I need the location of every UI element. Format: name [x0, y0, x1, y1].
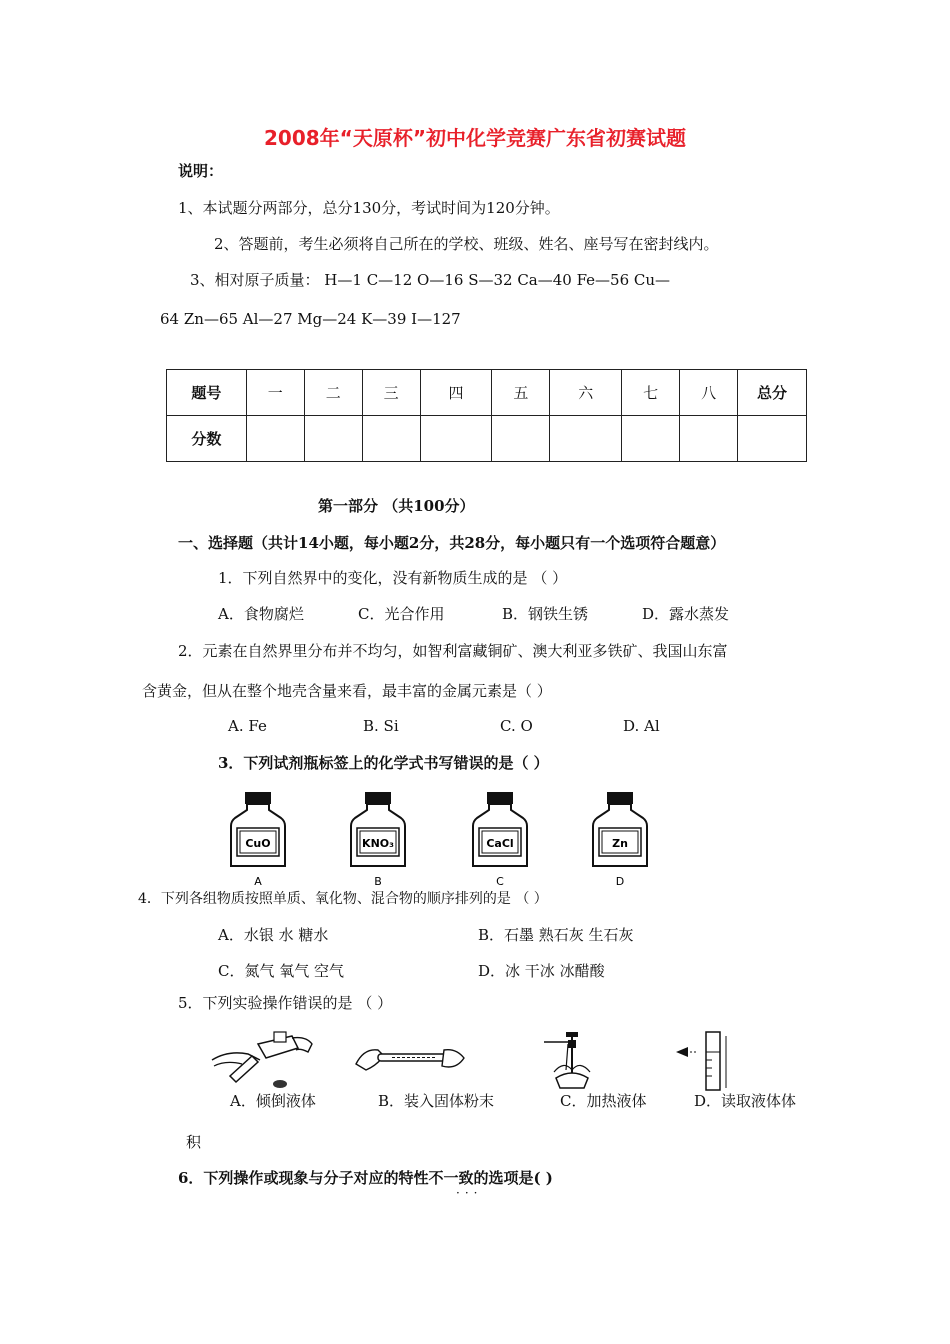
- question-4-stem: [138, 888, 548, 908]
- reagent-bottle-d: [585, 790, 655, 890]
- heating-liquid-figure: [542, 1030, 622, 1092]
- bottle-d-label: Zn: [612, 837, 628, 850]
- bottle-c-letter: C: [496, 875, 504, 888]
- q5-option-b: B．装入固体粉末: [378, 1092, 495, 1110]
- q1-option-a: A．食物腐烂: [218, 605, 304, 623]
- score-row-label: 分数: [167, 416, 247, 462]
- exam-title: 2008年“天原杯”初中化学竞赛广东省初赛试题: [264, 126, 686, 150]
- score-table-header-row: [167, 370, 807, 416]
- reagent-bottle-a: [223, 790, 293, 890]
- score-table-header-cell: 二: [304, 370, 362, 416]
- score-cell[interactable]: [304, 416, 362, 462]
- q4-option-a: A．水银 水 糖水: [218, 926, 329, 944]
- q2-option-a: A. Fe: [228, 717, 267, 735]
- q1-option-c: C．光合作用: [358, 605, 445, 623]
- q5-option-d-wrap: 积: [186, 1133, 202, 1151]
- note-line-4: 64 Zn—65 Al—27 Mg—24 K—39 I—127: [160, 310, 461, 328]
- reagent-bottle-c: [465, 790, 535, 890]
- bottle-b-letter: B: [374, 875, 382, 888]
- score-table-header-cell: 四: [420, 370, 492, 416]
- q4-option-c: C．氮气 氧气 空气: [218, 962, 345, 980]
- notes-heading: 说明：: [178, 162, 224, 180]
- score-table-header-cell: 一: [246, 370, 304, 416]
- score-table-score-row: [167, 416, 807, 462]
- question-4-stem-text: 4．下列各组物质按照单质、氧化物、混合物的顺序排列的是 （ ）: [138, 891, 548, 907]
- section-one-heading: 一、选择题（共计14小题，每小题2分，共28分，每小题只有一个选项符合题意）: [178, 534, 726, 552]
- score-table-header-cell: 七: [622, 370, 680, 416]
- score-cell[interactable]: [622, 416, 680, 462]
- question-2-stem-line2: 含黄金，但从在整个地壳含量来看，最丰富的金属元素是（ ）: [142, 682, 552, 700]
- question-1-stem: 1．下列自然界中的变化，没有新物质生成的是 （ ）: [218, 569, 568, 587]
- score-table-header-cell: 题号: [167, 370, 247, 416]
- score-table: [166, 369, 807, 462]
- score-cell[interactable]: [246, 416, 304, 462]
- score-table-header-cell: 总分: [738, 370, 807, 416]
- reading-volume-figure: [672, 1030, 742, 1092]
- score-table-header-cell: 五: [492, 370, 550, 416]
- q5-option-a: A．倾倒液体: [230, 1092, 316, 1110]
- bottle-c-label: CaCl: [486, 837, 514, 850]
- question-5-stem: 5．下列实验操作错误的是 （ ）: [178, 994, 393, 1012]
- score-table-header-cell: 八: [680, 370, 738, 416]
- note-line-1: 1、本试题分两部分，总分130分，考试时间为120分钟。: [178, 199, 560, 217]
- question-3-stem: 3．下列试剂瓶标签上的化学式书写错误的是（ ）: [218, 754, 549, 772]
- q1-option-d: D．露水蒸发: [642, 605, 730, 623]
- score-cell[interactable]: [680, 416, 738, 462]
- bottle-a-letter: A: [254, 875, 262, 888]
- note-line-3: 3、相对原子质量： H—1 C—12 O—16 S—32 Ca—40 Fe—56 Cu—: [190, 271, 671, 289]
- bottle-d-letter: D: [615, 875, 625, 888]
- score-cell[interactable]: [420, 416, 492, 462]
- q1-option-b: B．钢铁生锈: [502, 605, 589, 623]
- emphasis-dots: ···: [456, 1186, 483, 1200]
- q2-option-d: D. Al: [623, 717, 660, 735]
- q4-option-d: D．冰 干冰 冰醋酸: [478, 962, 605, 980]
- reagent-bottle-b: [343, 790, 413, 890]
- score-table-header-cell: 三: [362, 370, 420, 416]
- q2-option-c: C. O: [500, 717, 533, 735]
- q5-option-c: C．加热液体: [560, 1092, 647, 1110]
- score-cell[interactable]: [492, 416, 550, 462]
- part-one-heading: 第一部分 （共100分）: [318, 497, 475, 515]
- pouring-liquid-figure: [208, 1030, 318, 1092]
- q4-option-b: B．石墨 熟石灰 生石灰: [478, 926, 634, 944]
- bottle-b-label: KNO₃: [362, 837, 394, 850]
- adding-powder-figure: [352, 1030, 467, 1092]
- score-cell[interactable]: [738, 416, 807, 462]
- bottle-a-label: CuO: [245, 837, 271, 850]
- score-table-header-cell: 六: [550, 370, 622, 416]
- question-2-stem-line1: 2．元素在自然界里分布并不均匀，如智利富藏铜矿、澳大利亚多铁矿、我国山东富: [178, 642, 728, 660]
- q2-option-b: B. Si: [363, 717, 399, 735]
- score-cell[interactable]: [550, 416, 622, 462]
- question-6-stem: 6．下列操作或现象与分子对应的特性不一致的选项是( ): [178, 1169, 553, 1187]
- score-cell[interactable]: [362, 416, 420, 462]
- note-line-2: 2、答题前，考生必须将自己所在的学校、班级、姓名、座号写在密封线内。: [214, 235, 719, 253]
- q5-option-d: D．读取液体体: [694, 1092, 797, 1110]
